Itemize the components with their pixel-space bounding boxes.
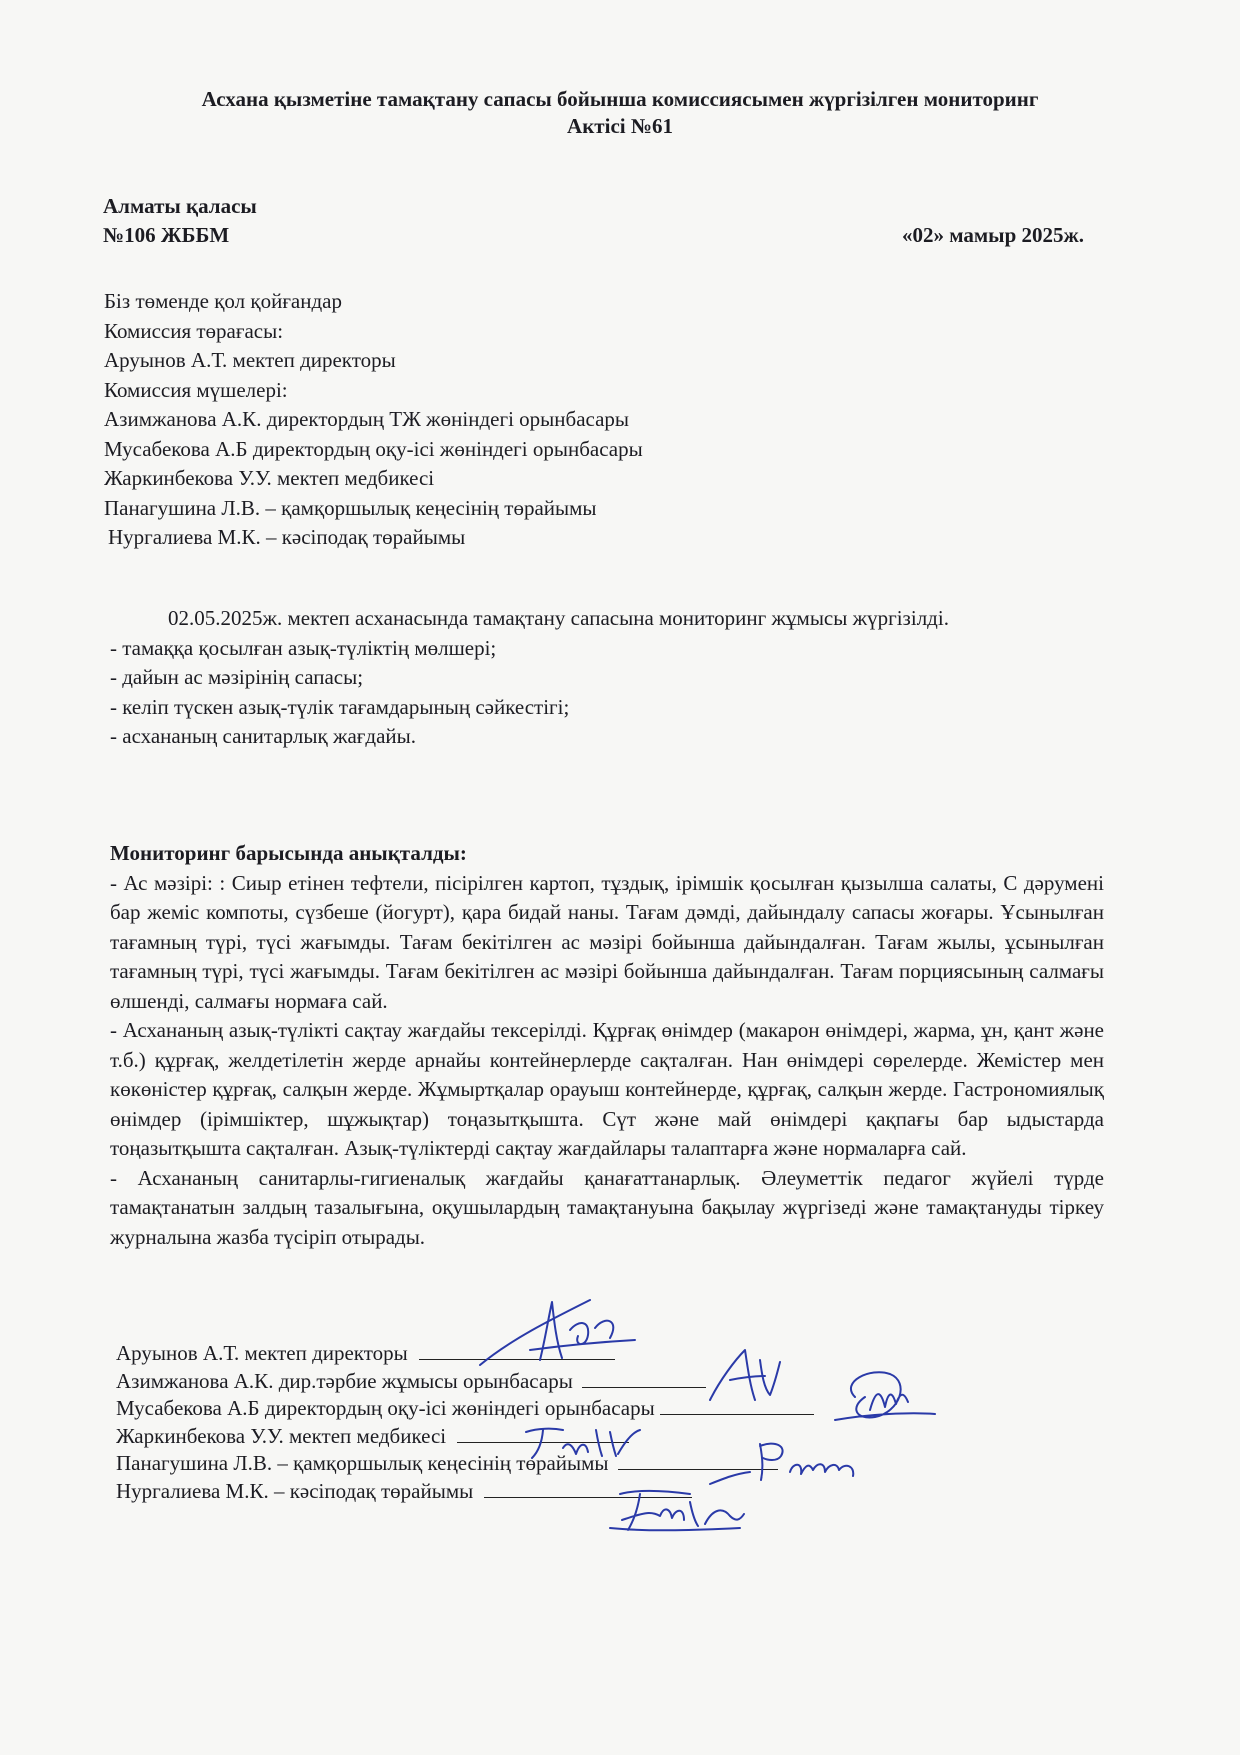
document-date: «02» мамыр 2025ж. (901, 223, 1084, 247)
intro-line: Нургалиева М.К. – кәсіподақ төрайымы (108, 525, 466, 549)
monitoring-section (110, 604, 1104, 752)
title-line-2: Актісі №61 (567, 114, 673, 138)
intro-line: Комиссия төрағасы: (104, 318, 284, 343)
signature-line (419, 1341, 615, 1360)
signature-line (582, 1369, 706, 1388)
findings-section (110, 839, 1104, 1252)
signature-line (457, 1424, 629, 1443)
monitoring-item: - асхананың санитарлық жағдайы. (110, 724, 416, 748)
title-line-1: Асхана қызметіне тамақтану сапасы бойынша комиссиясымен жүргізілген мониторинг (201, 87, 1039, 111)
signature-row (116, 1395, 814, 1423)
intro-line: Біз төменде қол қойғандар (104, 289, 342, 313)
signatory-name: Нургалиева М.К. – кәсіподақ төрайымы (116, 1478, 474, 1503)
school-label: №106 ЖББМ (103, 223, 230, 247)
monitoring-item: - келіп түскен азық-түлік тағамдарының сәйкестігі; (110, 694, 570, 719)
commission-list (104, 287, 643, 553)
signature-row (116, 1450, 814, 1478)
intro-line: Жаркинбекова У.У. мектеп медбикесі (104, 466, 435, 490)
signatory-name: Панагушина Л.В. – қамқоршылық кеңесінің төрайымы (116, 1451, 609, 1475)
signatory-name: Мусабекова А.Б директордың оқу-ісі жөніндегі орынбасары (116, 1396, 655, 1420)
signature-line (484, 1479, 692, 1498)
intro-line: Аруынов А.Т. мектеп директоры (104, 348, 396, 372)
signature-block (116, 1340, 814, 1505)
findings-paragraph: - Асхананың азық-түлікті сақтау жағдайы тексерілді. Құрғақ өнімдер (макарон өнімдері, жарма, ұн, қант және т.б.) құрғақ, желдетілетін жерде арнайы контейнерлерде сақталған. Нан өнімдері сөрелерде. Жемістер мен көкөністер құрғақ, салқын жерде. Жұмыртқалар орауыш контейнерде, құрғақ, салқын жерде. Гастрономиялық өнімдер (ірімшіктер, шұжықтар) тоңазытқышта. Сүт және май өнімдері қақпағы бар ыдыстарда тоңазытқышта сақталған. Азық-түліктерді сақтау жағдайлары талаптарға және нормаларға сай. (110, 1018, 1104, 1160)
city-label: Алматы қаласы (103, 194, 257, 218)
signature-musabekova (830, 1362, 940, 1432)
monitoring-item: - тамаққа қосылған азық-түліктің мөлшері; (110, 635, 497, 660)
signature-row (116, 1423, 814, 1451)
findings-heading: Мониторинг барысында анықталды: (110, 841, 467, 865)
findings-paragraph: - Асхананың санитарлы-гигиеналық жағдайы қанағаттанарлық. Әлеуметтік педагог жүйелі түрде тамақтанатын залдың тазалығына, оқушылардың тамақтануына бақылау жүргізеді және тамақтануды тіркеу журналына жазба түсіріп отырады. (110, 1165, 1104, 1249)
monitoring-item: - дайын ас мәзірінің сапасы; (110, 665, 364, 689)
signatory-name: Азимжанова А.К. дир.тәрбие жұмысы орынбасары (116, 1368, 573, 1393)
intro-line: Азимжанова А.К. директордың ТЖ жөніндегі орынбасары (104, 407, 630, 431)
findings-paragraph: - Ас мәзірі: : Сиыр етінен тефтели, пісірілген картоп, тұздық, ірімшік қосылған қызылша салаты, С дәрумені бар жеміс компоты, сүзбеше (йогурт), қара бидай наны. Тағам дәмді, дайындалу сапасы жоғары. Ұсынылған тағамның түрі, түсі жағымды. Тағам бекітілген ас мәзірі бойынша дайындалған. Тағам жылы, ұсынылған тағамның түрі, түсі жағымды. Тағам бекітілген ас мәзірі бойынша дайындалған. Тағам порциясының салмағы өлшенді, салмағы нормаға сай. (110, 870, 1104, 1013)
signature-line (618, 1451, 778, 1470)
intro-line: Комиссия мүшелері: (104, 377, 288, 402)
monitoring-statement: 02.05.2025ж. мектеп асханасында тамақтану сапасына мониторинг жұмысы жүргізілді. (168, 606, 949, 630)
signatory-name: Аруынов А.Т. мектеп директоры (116, 1341, 408, 1365)
signature-line (660, 1396, 814, 1415)
signature-row (116, 1368, 814, 1396)
intro-line: Панагушина Л.В. – қамқоршылық кеңесінің төрайымы (104, 495, 597, 520)
intro-line: Мусабекова А.Б директордың оқу-ісі жөніндегі орынбасары (104, 436, 643, 461)
signatory-name: Жаркинбекова У.У. мектеп медбикесі (116, 1423, 447, 1448)
document-title (0, 86, 1240, 140)
signature-row (116, 1478, 814, 1506)
signature-row (116, 1340, 814, 1368)
